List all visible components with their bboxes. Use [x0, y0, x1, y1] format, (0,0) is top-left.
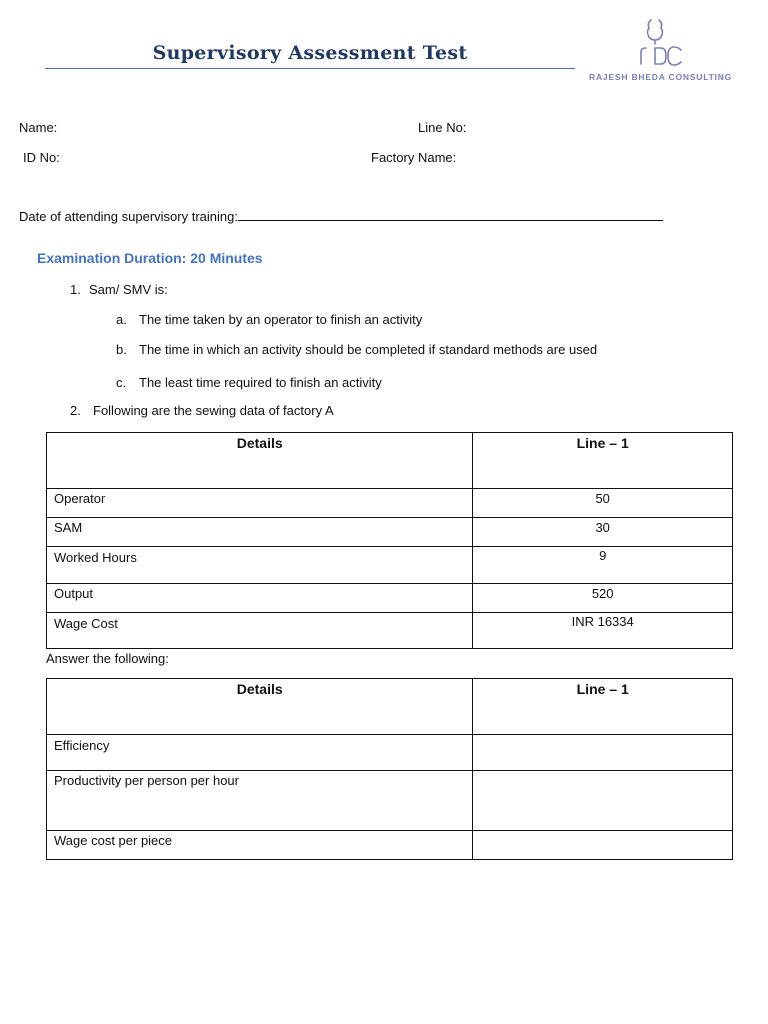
question-1-text: Sam/ SMV is:: [89, 282, 168, 297]
column-header-details: Details: [47, 433, 473, 489]
row-label: Efficiency: [47, 735, 473, 771]
row-label: Operator: [47, 489, 473, 518]
table-row: [47, 771, 733, 831]
table-row: [47, 518, 733, 547]
answer-cell[interactable]: [473, 831, 733, 860]
option-b-text: The time in which an activity should be completed if standard methods are used: [139, 342, 598, 357]
company-logo: [585, 16, 735, 86]
row-value: INR 16334: [473, 613, 733, 649]
row-label: SAM: [47, 518, 473, 547]
rbc-logo-icon: [585, 16, 735, 72]
factory-name-field-label: Factory Name:: [371, 150, 457, 165]
answer-cell[interactable]: [473, 735, 733, 771]
row-label: Wage cost per piece: [47, 831, 473, 860]
table-row: [47, 735, 733, 771]
id-no-field-label: ID No:: [23, 150, 60, 165]
row-label: Productivity per person per hour: [47, 771, 473, 831]
answer-instruction: Answer the following:: [46, 651, 169, 666]
option-b-letter: b.: [116, 342, 127, 357]
logo-company-name: RAJESH BHEDA CONSULTING: [589, 72, 733, 82]
question-2-text: Following are the sewing data of factory A: [93, 403, 334, 418]
name-field-label: Name:: [19, 120, 58, 135]
row-label: Worked Hours: [47, 547, 473, 584]
column-header-details: Details: [47, 679, 473, 735]
row-label: Output: [47, 584, 473, 613]
training-date-blank[interactable]: [238, 208, 663, 221]
training-date-field: [19, 208, 663, 224]
option-a-text: The time taken by an operator to finish an activity: [139, 312, 423, 327]
table-header-row: [47, 433, 733, 489]
document-title: Supervisory Assessment Test: [152, 42, 468, 64]
column-header-line-1: Line – 1: [473, 433, 733, 489]
answer-table: [46, 678, 733, 860]
row-value: 520: [473, 584, 733, 613]
row-value: 50: [473, 489, 733, 518]
option-c-text: The least time required to finish an activity: [139, 375, 382, 390]
table-row: [47, 547, 733, 584]
option-c-letter: c.: [116, 375, 127, 390]
training-date-label: Date of attending supervisory training:: [19, 209, 238, 224]
sewing-data-table: [46, 432, 733, 649]
option-a-letter: a.: [116, 312, 127, 327]
title-underline: [45, 68, 575, 69]
table-row: [47, 831, 733, 860]
answer-cell[interactable]: [473, 771, 733, 831]
row-value: 30: [473, 518, 733, 547]
table-header-row: [47, 679, 733, 735]
row-value: 9: [473, 547, 733, 584]
table-row: [47, 613, 733, 649]
question-1-number: 1.: [70, 282, 81, 297]
table-row: [47, 584, 733, 613]
table-row: [47, 489, 733, 518]
exam-duration: Examination Duration: 20 Minutes: [37, 250, 263, 266]
line-no-field-label: Line No:: [418, 120, 467, 135]
question-2-number: 2.: [70, 403, 81, 418]
row-label: Wage Cost: [47, 613, 473, 649]
column-header-line-1: Line – 1: [473, 679, 733, 735]
